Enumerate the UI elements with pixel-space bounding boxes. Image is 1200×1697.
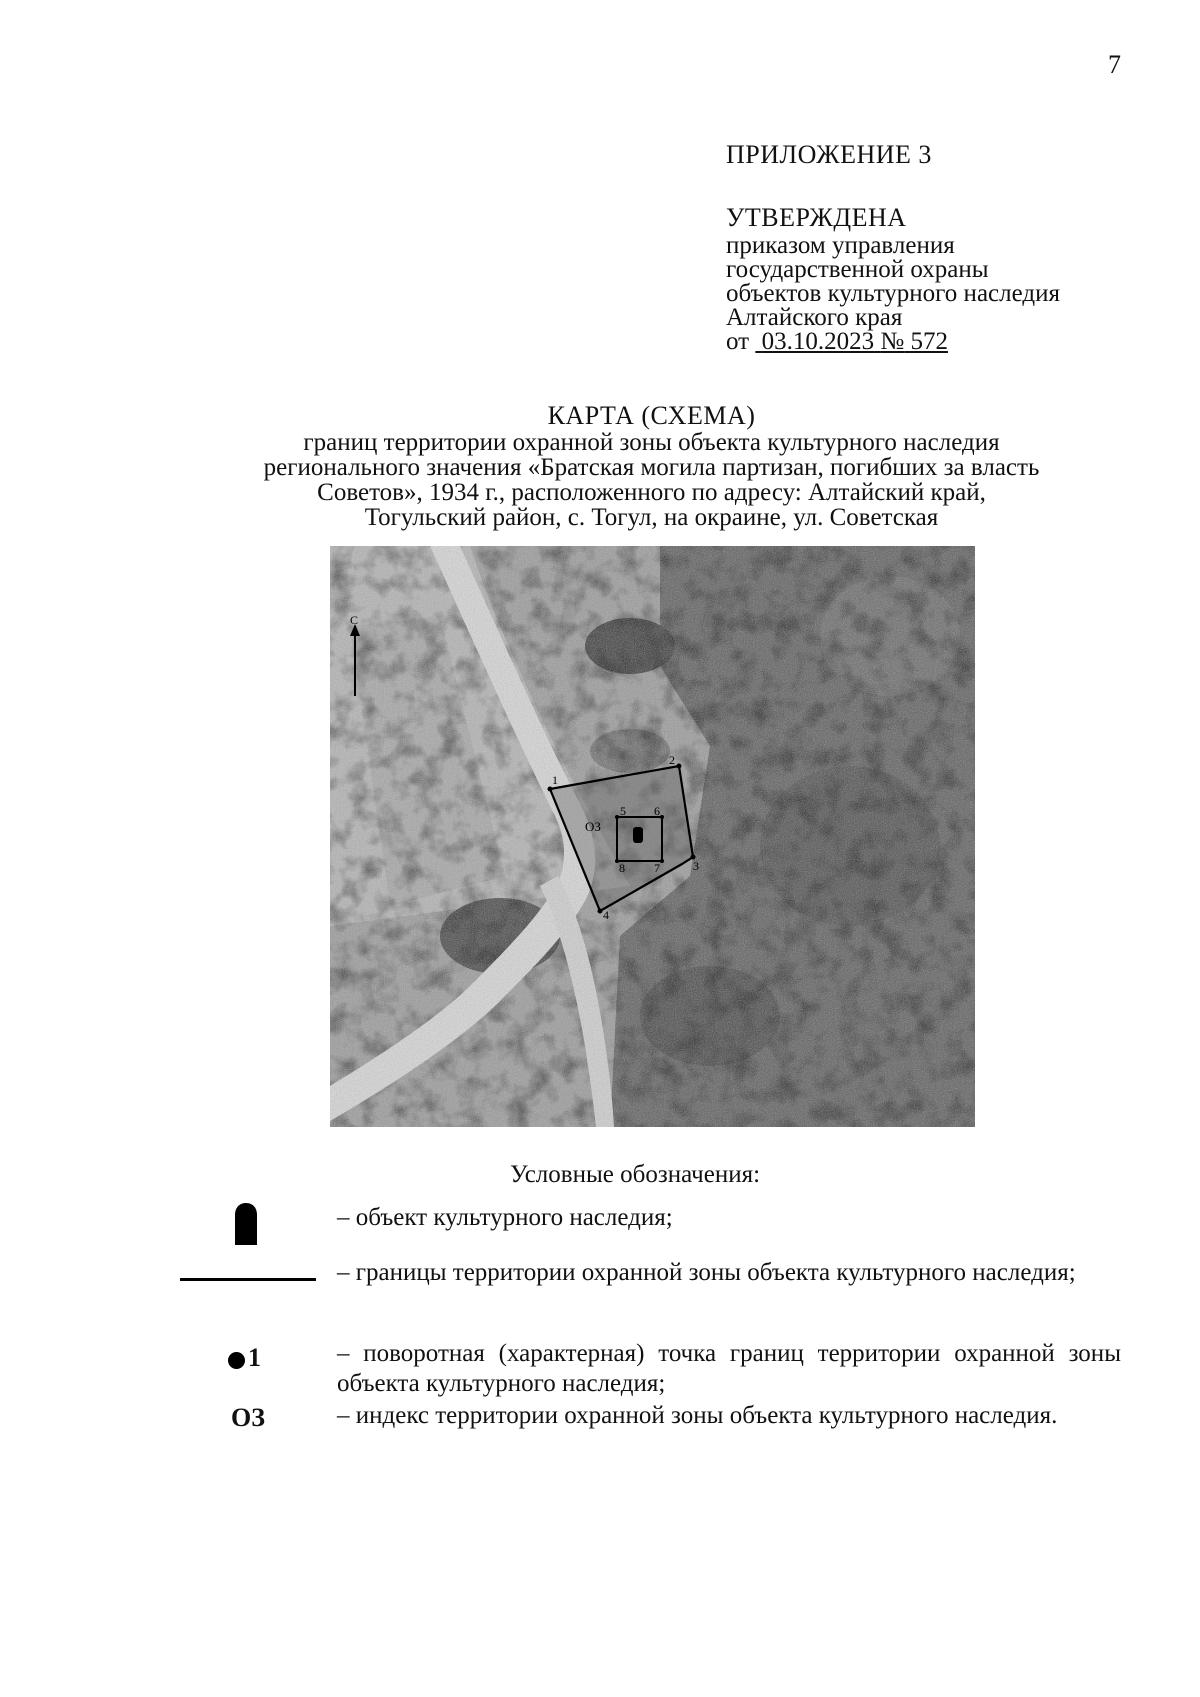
point-label: 3: [693, 859, 699, 873]
point-label: 4: [603, 908, 609, 922]
point-label: 7: [654, 861, 660, 875]
turning-point: [548, 787, 553, 792]
order-number: 572: [910, 328, 948, 355]
approval-line: государственной охраны: [726, 256, 989, 283]
point-label: 1: [552, 773, 558, 787]
approval-title: УТВЕРЖДЕНА: [726, 203, 907, 232]
turning-point: [615, 815, 619, 819]
legend-text: – объект культурного наследия;: [337, 1204, 673, 1231]
point-label: 6: [654, 804, 660, 818]
aerial-map: [330, 546, 975, 1127]
page-number: 7: [1108, 50, 1121, 79]
legend-text: – границы территории охранной зоны объекта культурного наследия;: [337, 1259, 1076, 1286]
approval-line: объектов культурного наследия: [726, 280, 1060, 307]
map-subtitle-line: регионального значения «Братская могила партизан, погибших за власть: [263, 454, 1040, 481]
north-label: С: [350, 613, 359, 627]
order-number-label: №: [880, 328, 905, 355]
map-title: КАРТА (СХЕМА): [547, 401, 756, 430]
approval-line: Алтайского края: [726, 304, 903, 331]
turning-point-symbol: [228, 1343, 261, 1373]
boundary-line-symbol: [180, 1278, 316, 1281]
point-label: 8: [619, 861, 625, 875]
approval-line: приказом управления: [726, 232, 955, 259]
point-dot-icon: [228, 1352, 245, 1369]
turning-point: [677, 764, 682, 769]
map-title-block: [120, 403, 1183, 530]
point-label: 5: [620, 804, 626, 818]
legend-text: – индекс территории охранной зоны объекта культурного наследия.: [337, 1402, 1058, 1429]
zone-index: ОЗ: [585, 819, 601, 834]
monument-icon: [235, 1203, 257, 1250]
map-subtitle-line: Советов», 1934 г., расположенного по адресу: Алтайский край,: [317, 479, 986, 506]
turning-point: [660, 859, 664, 863]
turning-point: [660, 815, 664, 819]
map-subtitle-line: границ территории охранной зоны объекта культурного наследия: [303, 429, 1000, 456]
map-subtitle-line: Тогульский район, с. Тогул, на окраине, ул. Советская: [364, 504, 939, 531]
approval-block: [726, 203, 1060, 355]
appendix-label: ПРИЛОЖЕНИЕ 3: [726, 140, 932, 169]
order-date: 03.10.2023 № 572: [761, 328, 948, 355]
legend-text: – поворотная (характерная) точка границ территории охранной зоны объекта культурного наследия;: [337, 1340, 1121, 1397]
turning-point: [598, 909, 603, 914]
zone-code-symbol: ОЗ: [231, 1403, 265, 1432]
turning-point-symbol-label: 1: [248, 1343, 261, 1372]
order-prefix: от: [726, 328, 750, 355]
monument-marker: [633, 827, 643, 843]
legend-title: Условные обозначения:: [510, 1161, 761, 1188]
order-line: [726, 330, 1060, 354]
point-label: 2: [669, 753, 675, 767]
